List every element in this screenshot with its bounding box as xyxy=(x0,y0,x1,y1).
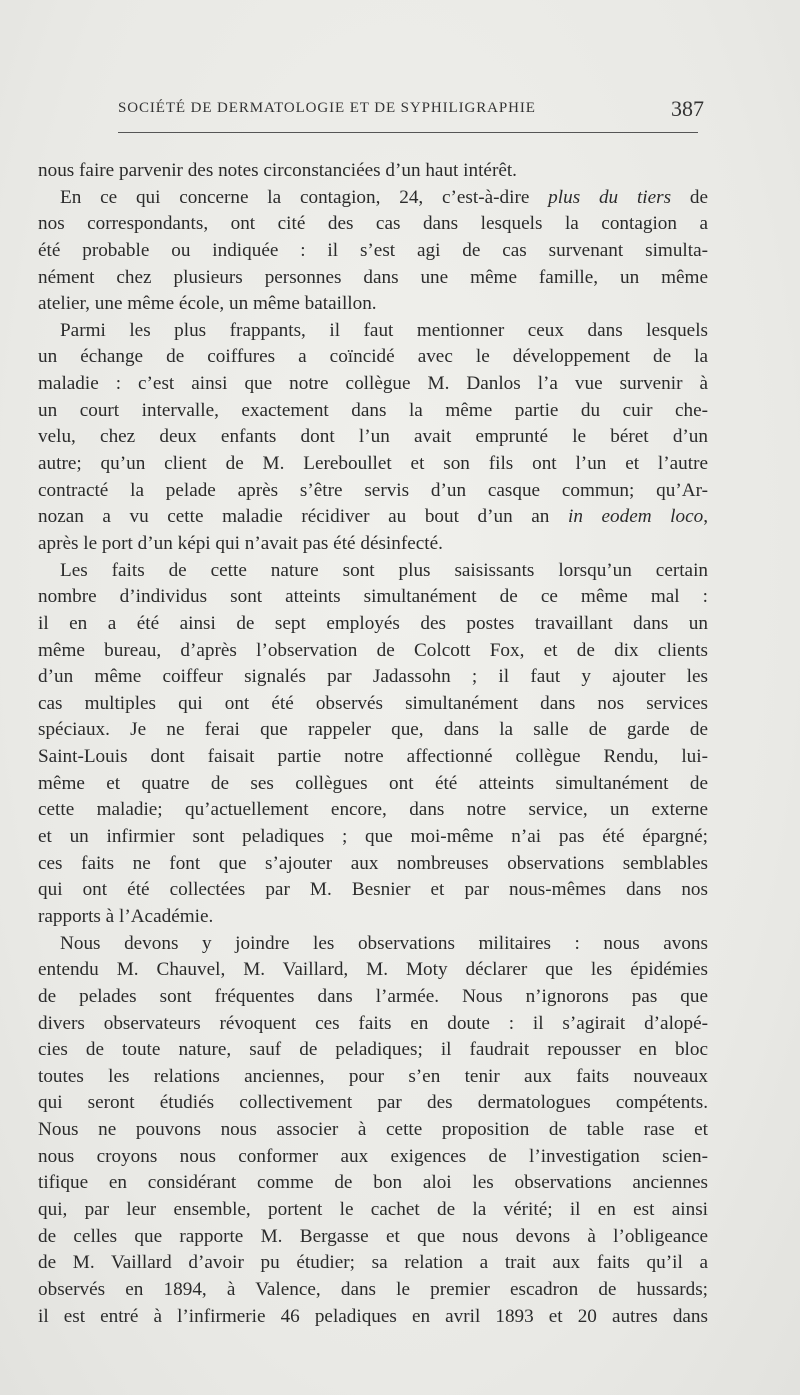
body-text xyxy=(38,158,708,1330)
text-segment: entendu M. Chauvel, M. Vaillard, M. Moty déclarer que les épidémies xyxy=(38,959,708,981)
text-segment: qui ont été collectées par M. Besnier et par nous-mêmes dans nos xyxy=(38,879,708,901)
italic-phrase: in eodem loco xyxy=(568,506,704,528)
text-line xyxy=(38,1170,708,1197)
text-line xyxy=(38,611,708,638)
text-line xyxy=(38,984,708,1011)
text-line xyxy=(38,931,708,958)
text-segment: qui seront étudiés collectivement par des dermatologues compétents. xyxy=(38,1092,708,1114)
text-line xyxy=(38,291,708,318)
text-line xyxy=(38,824,708,851)
text-line xyxy=(38,717,708,744)
text-segment: de xyxy=(671,186,708,208)
text-line xyxy=(38,584,708,611)
text-line xyxy=(38,1197,708,1224)
text-line xyxy=(38,371,708,398)
text-segment: il est entré à l’infirmerie 46 peladiques en avril 1893 et 20 autres dans xyxy=(38,1305,708,1327)
text-line xyxy=(38,1011,708,1038)
text-line xyxy=(38,638,708,665)
text-line xyxy=(38,1090,708,1117)
text-line xyxy=(38,691,708,718)
text-line xyxy=(38,744,708,771)
page-number: 387 xyxy=(671,96,704,121)
text-line xyxy=(38,1277,708,1304)
text-line xyxy=(38,158,708,185)
text-segment: Les faits de cette nature sont plus saisissants lorsqu’un certain xyxy=(60,559,708,581)
running-head xyxy=(118,96,710,120)
text-line xyxy=(38,1117,708,1144)
text-line xyxy=(38,1037,708,1064)
text-segment: de M. Vaillard d’avoir pu étudier; sa relation a trait aux faits qu’il a xyxy=(38,1252,708,1274)
text-line xyxy=(38,265,708,292)
text-segment: après le port d’un képi qui n’avait pas été désinfecté. xyxy=(38,532,443,554)
text-line xyxy=(38,185,708,212)
text-line xyxy=(38,504,708,531)
text-segment: nos correspondants, ont cité des cas dans lesquels la contagion a xyxy=(38,213,708,235)
text-line xyxy=(38,851,708,878)
text-segment: cies de toute nature, sauf de peladiques; il faudrait repousser en bloc xyxy=(38,1039,708,1061)
text-segment: nous croyons nous conformer aux exigences de l’investigation scien- xyxy=(38,1145,708,1167)
text-segment: nozan a vu cette maladie récidiver au bout d’un an xyxy=(38,506,568,528)
text-segment: cette maladie; qu’actuellement encore, dans notre service, un externe xyxy=(38,799,708,821)
text-segment: un court intervalle, exactement dans la même partie du cuir che- xyxy=(38,399,708,421)
text-line xyxy=(38,1064,708,1091)
text-line xyxy=(38,398,708,425)
text-line xyxy=(38,904,708,931)
text-segment: qui, par leur ensemble, portent le cachet de la vérité; il en est ainsi xyxy=(38,1198,708,1220)
text-line xyxy=(38,478,708,505)
text-segment: même bureau, d’après l’observation de Colcott Fox, et de dix clients xyxy=(38,639,708,661)
text-line xyxy=(38,771,708,798)
text-line xyxy=(38,1304,708,1331)
text-line xyxy=(38,1250,708,1277)
text-segment: nément chez plusieurs personnes dans une même famille, un même xyxy=(38,266,708,288)
text-line xyxy=(38,1144,708,1171)
italic-phrase: plus du tiers xyxy=(548,186,672,208)
text-line xyxy=(38,558,708,585)
text-segment: cas multiples qui ont été observés simultanément dans nos services xyxy=(38,692,708,714)
text-line xyxy=(38,797,708,824)
text-segment: contracté la pelade après s’être servis d’un casque commun; qu’Ar- xyxy=(38,479,708,501)
text-segment: Nous devons y joindre les observations militaires : nous avons xyxy=(60,932,708,954)
text-line xyxy=(38,424,708,451)
text-line xyxy=(38,531,708,558)
text-line xyxy=(38,1224,708,1251)
text-segment: nombre d’individus sont atteints simultanément de ce même mal : xyxy=(38,586,708,608)
text-segment: tifique en considérant comme de bon aloi les observations anciennes xyxy=(38,1172,708,1194)
text-segment: Saint-Louis dont faisait partie notre affectionné collègue Rendu, lui- xyxy=(38,746,708,768)
text-segment: toutes les relations anciennes, pour s’en tenir aux faits nouveaux xyxy=(38,1065,708,1087)
text-segment: spéciaux. Je ne ferai que rappeler que, dans la salle de garde de xyxy=(38,719,708,741)
text-segment: et un infirmier sont peladiques ; que moi-même n’ai pas été épargné; xyxy=(38,826,708,848)
header-rule xyxy=(118,132,698,133)
text-segment: Nous ne pouvons nous associer à cette proposition de table rase et xyxy=(38,1119,708,1141)
text-segment: atelier, une même école, un même bataillon. xyxy=(38,293,377,315)
text-segment: En ce qui concerne la contagion, 24, c’est-à-dire xyxy=(60,186,549,208)
text-line xyxy=(38,664,708,691)
text-line xyxy=(38,318,708,345)
text-line xyxy=(38,211,708,238)
text-segment: de celles que rapporte M. Bergasse et que nous devons à l’obligeance xyxy=(38,1225,708,1247)
text-segment: velu, chez deux enfants dont l’un avait emprunté le béret d’un xyxy=(38,426,708,448)
text-line xyxy=(38,238,708,265)
text-segment: divers observateurs révoquent ces faits en doute : il s’agirait d’alopé- xyxy=(38,1012,708,1034)
text-line xyxy=(38,344,708,371)
text-segment: observés en 1894, à Valence, dans le premier escadron de hussards; xyxy=(38,1278,708,1300)
text-segment: de pelades sont fréquentes dans l’armée. Nous n’ignorons pas que xyxy=(38,985,708,1007)
text-segment: ces faits ne font que s’ajouter aux nombreuses observations semblables xyxy=(38,852,708,874)
text-segment: autre; qu’un client de M. Lereboullet et son fils ont l’un et l’autre xyxy=(38,453,708,475)
text-segment: été probable ou indiquée : il s’est agi de cas survenant simulta- xyxy=(38,239,708,261)
text-segment: il en a été ainsi de sept employés des postes travaillant dans un xyxy=(38,612,708,634)
text-segment: même et quatre de ses collègues ont été atteints simultanément de xyxy=(38,772,708,794)
running-title: SOCIÉTÉ DE DERMATOLOGIE ET DE SYPHILIGRAPHIE xyxy=(118,100,536,116)
text-line xyxy=(38,451,708,478)
text-segment: maladie : c’est ainsi que notre collègue M. Danlos l’a vue survenir à xyxy=(38,373,708,395)
text-line xyxy=(38,877,708,904)
text-segment: rapports à l’Académie. xyxy=(38,905,214,927)
text-line xyxy=(38,957,708,984)
text-segment: nous faire parvenir des notes circonstanciées d’un haut intérêt. xyxy=(38,160,517,181)
text-segment: Parmi les plus frappants, il faut mentionner ceux dans lesquels xyxy=(60,319,708,341)
text-segment: un échange de coiffures a coïncidé avec le développement de la xyxy=(38,346,708,368)
text-segment: d’un même coiffeur signalés par Jadassohn ; il faut y ajouter les xyxy=(38,666,708,688)
text-segment: , xyxy=(703,506,709,528)
